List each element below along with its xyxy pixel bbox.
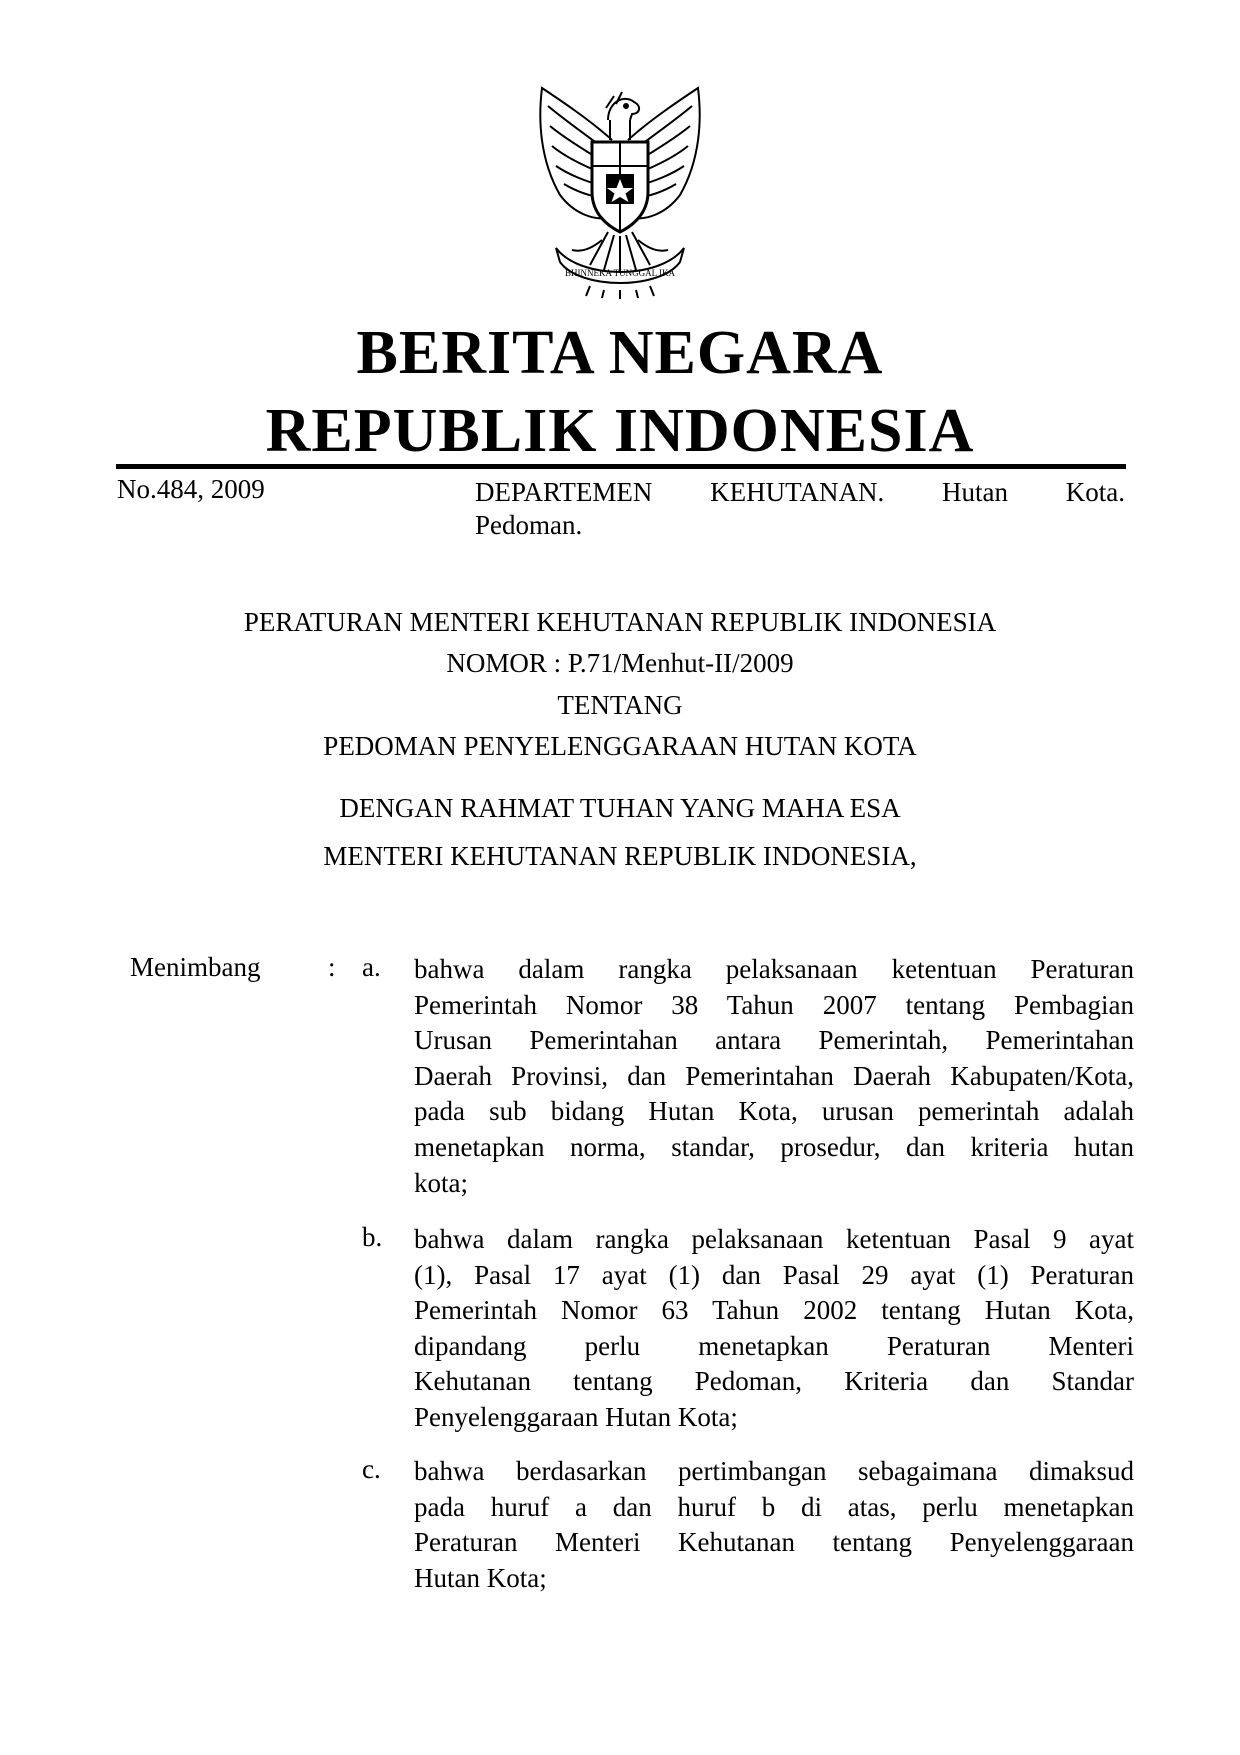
gazette-number: No.484, 2009	[117, 474, 265, 504]
text-line: Hutan Kota;	[414, 1562, 547, 1593]
emblem-motto: BHINNEKA TUNGGAL IKA	[565, 268, 675, 278]
text-line: Peraturan Menteri Kehutanan tentang Penyelenggaraan	[414, 1527, 1134, 1558]
preamble-line-1: DENGAN RAHMAT TUHAN YANG MAHA ESA	[339, 793, 901, 823]
consideration-item-b	[414, 1222, 1134, 1436]
gazette-subject-continued: Pedoman.	[475, 510, 583, 540]
consideration-item-c	[414, 1454, 1134, 1596]
regulation-about: TENTANG	[557, 690, 683, 720]
text-line: bahwa dalam rangka pelaksanaan ketentuan Pasal 9 ayat	[414, 1224, 1134, 1254]
text-line: Urusan Pemerintahan antara Pemerintah, Pemerintahan	[414, 1025, 1134, 1056]
considerations-colon: :	[328, 952, 336, 982]
text-line: Daerah Provinsi, dan Pemerintahan Daerah Kabupaten/Kota,	[414, 1060, 1134, 1091]
regulation-subject: PEDOMAN PENYELENGGARAAN HUTAN KOTA	[323, 731, 917, 761]
garuda-pancasila-emblem-icon	[520, 80, 720, 300]
text-line: Penyelenggaraan Hutan Kota;	[414, 1401, 738, 1432]
text-line: pada huruf a dan huruf b di atas, perlu menetapkan	[414, 1491, 1134, 1522]
text-line: (1), Pasal 17 ayat (1) dan Pasal 29 ayat (1) Peraturan	[414, 1259, 1134, 1290]
text-line: bahwa berdasarkan pertimbangan sebagaimana dimaksud	[414, 1456, 1134, 1486]
text-line: pada sub bidang Hutan Kota, urusan pemerintah adalah	[414, 1096, 1134, 1127]
consideration-letter: c.	[362, 1454, 381, 1484]
regulation-title: PERATURAN MENTERI KEHUTANAN REPUBLIK INDONESIA	[243, 607, 997, 637]
text-line: Pemerintah Nomor 63 Tahun 2002 tentang Hutan Kota,	[414, 1295, 1134, 1326]
gazette-subject: DEPARTEMEN KEHUTANAN. Hutan Kota.	[475, 477, 1125, 507]
consideration-letter: a.	[362, 952, 381, 982]
text-line: kota;	[414, 1167, 468, 1198]
masthead-divider	[116, 464, 1126, 469]
regulation-number: NOMOR : P.71/Menhut-II/2009	[446, 648, 794, 678]
preamble-line-2: MENTERI KEHUTANAN REPUBLIK INDONESIA,	[323, 841, 917, 871]
text-line: bahwa dalam rangka pelaksanaan ketentuan Peraturan	[414, 954, 1134, 984]
text-line: Pemerintah Nomor 38 Tahun 2007 tentang Pembagian	[414, 989, 1134, 1020]
text-line: menetapkan norma, standar, prosedur, dan kriteria hutan	[414, 1131, 1134, 1162]
masthead-subtitle: REPUBLIK INDONESIA	[265, 397, 975, 465]
consideration-letter: b.	[362, 1222, 383, 1252]
masthead-title: BERITA NEGARA	[356, 319, 884, 387]
consideration-item-a	[414, 952, 1134, 1201]
text-line: Kehutanan tentang Pedoman, Kriteria dan Standar	[414, 1366, 1134, 1397]
considerations-label: Menimbang	[130, 952, 261, 982]
text-line: dipandang perlu menetapkan Peraturan Menteri	[414, 1330, 1134, 1361]
